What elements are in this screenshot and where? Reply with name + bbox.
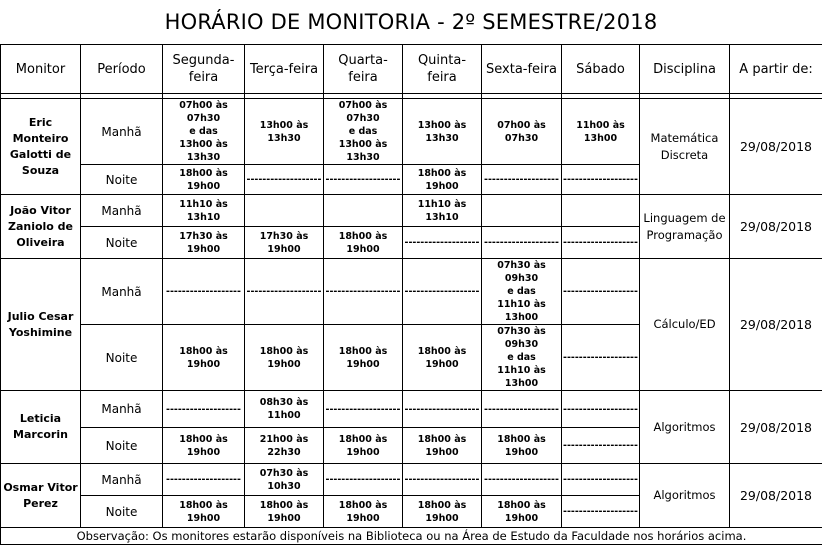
- time-slot: -------------------: [403, 391, 482, 428]
- discipline: Cálculo/ED: [640, 259, 730, 391]
- time-slot: -------------------: [163, 259, 245, 325]
- header-segunda: Segunda- feira: [163, 45, 245, 94]
- time-slot: -------------------: [562, 165, 640, 195]
- start-date: 29/08/2018: [730, 259, 822, 391]
- time-slot: 17h30 às 19h00: [245, 227, 324, 259]
- header-periodo: Período: [81, 45, 163, 94]
- time-slot: -------------------: [403, 259, 482, 325]
- period-label: Manhã: [81, 391, 163, 428]
- monitor-name: Eric Monteiro Galotti de Souza: [1, 99, 81, 195]
- period-label: Manhã: [81, 464, 163, 496]
- time-slot: 11h10 às 13h10: [163, 195, 245, 227]
- start-date: 29/08/2018: [730, 99, 822, 195]
- discipline: Algoritmos: [640, 391, 730, 464]
- time-slot: 18h00 às 19h00: [403, 428, 482, 464]
- monitor-name: Leticia Marcorin: [1, 391, 81, 464]
- header-a-partir: A partir de:: [730, 45, 822, 94]
- header-row: [1, 45, 822, 94]
- time-slot: -------------------: [324, 165, 403, 195]
- header-sabado: Sábado: [562, 45, 640, 94]
- time-slot: 13h00 às 13h30: [403, 99, 482, 165]
- time-slot: 18h00 às 19h00: [324, 227, 403, 259]
- period-label: Manhã: [81, 259, 163, 325]
- time-slot: 07h00 às 07h30 e das 13h00 às 13h30: [324, 99, 403, 165]
- time-slot: [245, 195, 324, 227]
- time-slot: -------------------: [324, 464, 403, 496]
- time-slot: -------------------: [482, 165, 562, 195]
- time-slot: 18h00 às 19h00: [163, 165, 245, 195]
- time-slot: -------------------: [324, 391, 403, 428]
- period-label: Manhã: [81, 99, 163, 165]
- start-date: 29/08/2018: [730, 391, 822, 464]
- time-slot: 08h30 às 11h00: [245, 391, 324, 428]
- start-date: 29/08/2018: [730, 464, 822, 528]
- time-slot: 07h30 às 09h30 e das 11h10 às 13h00: [482, 259, 562, 325]
- time-slot: -------------------: [163, 391, 245, 428]
- period-label: Noite: [81, 428, 163, 464]
- time-slot: 07h30 às 09h30 e das 11h10 às 13h00: [482, 325, 562, 391]
- period-label: Noite: [81, 496, 163, 528]
- time-slot: 18h00 às 19h00: [324, 325, 403, 391]
- time-slot: 07h00 às 07h30 e das 13h00 às 13h30: [163, 99, 245, 165]
- schedule-body: [1, 99, 822, 528]
- schedule-table: [0, 44, 822, 545]
- time-slot: -------------------: [245, 165, 324, 195]
- period-label: Manhã: [81, 195, 163, 227]
- discipline: Algoritmos: [640, 464, 730, 528]
- time-slot: [562, 195, 640, 227]
- time-slot: 07h00 às 07h30: [482, 99, 562, 165]
- time-slot: 17h30 às 19h00: [163, 227, 245, 259]
- time-slot: 18h00 às 19h00: [403, 325, 482, 391]
- time-slot: -------------------: [324, 259, 403, 325]
- time-slot: -------------------: [562, 227, 640, 259]
- time-slot: 18h00 às 19h00: [324, 428, 403, 464]
- time-slot: -------------------: [562, 464, 640, 496]
- time-slot: 07h30 às 10h30: [245, 464, 324, 496]
- time-slot: 18h00 às 19h00: [245, 496, 324, 528]
- time-slot: -------------------: [482, 391, 562, 428]
- time-slot: 18h00 às 19h00: [403, 165, 482, 195]
- period-label: Noite: [81, 325, 163, 391]
- time-slot: -------------------: [562, 259, 640, 325]
- time-slot: 18h00 às 19h00: [482, 428, 562, 464]
- time-slot: 18h00 às 19h00: [163, 496, 245, 528]
- time-slot: -------------------: [562, 428, 640, 464]
- header-monitor: Monitor: [1, 45, 81, 94]
- time-slot: 21h00 às 22h30: [245, 428, 324, 464]
- monitor-name: João Vitor Zaniolo de Oliveira: [1, 195, 81, 259]
- time-slot: -------------------: [403, 464, 482, 496]
- page-title: HORÁRIO DE MONITORIA - 2º SEMESTRE/2018: [0, 0, 822, 44]
- time-slot: -------------------: [482, 464, 562, 496]
- period-label: Noite: [81, 227, 163, 259]
- time-slot: -------------------: [245, 259, 324, 325]
- table-row: [1, 99, 822, 165]
- time-slot: 18h00 às 19h00: [482, 496, 562, 528]
- discipline: Matemática Discreta: [640, 99, 730, 195]
- time-slot: [482, 195, 562, 227]
- table-row: [1, 195, 822, 227]
- period-label: Noite: [81, 165, 163, 195]
- time-slot: -------------------: [482, 227, 562, 259]
- table-row: [1, 391, 822, 428]
- time-slot: 18h00 às 19h00: [324, 496, 403, 528]
- time-slot: -------------------: [403, 227, 482, 259]
- observation-row: [1, 528, 822, 545]
- time-slot: -------------------: [562, 391, 640, 428]
- monitor-name: Julio Cesar Yoshimine: [1, 259, 81, 391]
- time-slot: [324, 195, 403, 227]
- time-slot: 11h00 às 13h00: [562, 99, 640, 165]
- time-slot: 18h00 às 19h00: [403, 496, 482, 528]
- time-slot: 18h00 às 19h00: [163, 325, 245, 391]
- monitor-name: Osmar Vitor Perez: [1, 464, 81, 528]
- discipline: Linguagem de Programação: [640, 195, 730, 259]
- time-slot: 18h00 às 19h00: [245, 325, 324, 391]
- header-quinta: Quinta- feira: [403, 45, 482, 94]
- observation-note: Observação: Os monitores estarão disponíveis na Biblioteca ou na Área de Estudo da Faculdade nos horários acima.: [1, 528, 822, 545]
- time-slot: -------------------: [562, 325, 640, 391]
- header-sexta: Sexta-feira: [482, 45, 562, 94]
- header-terca: Terça-feira: [245, 45, 324, 94]
- time-slot: 13h00 às 13h30: [245, 99, 324, 165]
- table-row: [1, 464, 822, 496]
- table-row: [1, 259, 822, 325]
- time-slot: -------------------: [562, 496, 640, 528]
- time-slot: -------------------: [163, 464, 245, 496]
- header-quarta: Quarta- feira: [324, 45, 403, 94]
- time-slot: 18h00 às 19h00: [163, 428, 245, 464]
- start-date: 29/08/2018: [730, 195, 822, 259]
- header-disciplina: Disciplina: [640, 45, 730, 94]
- time-slot: 11h10 às 13h10: [403, 195, 482, 227]
